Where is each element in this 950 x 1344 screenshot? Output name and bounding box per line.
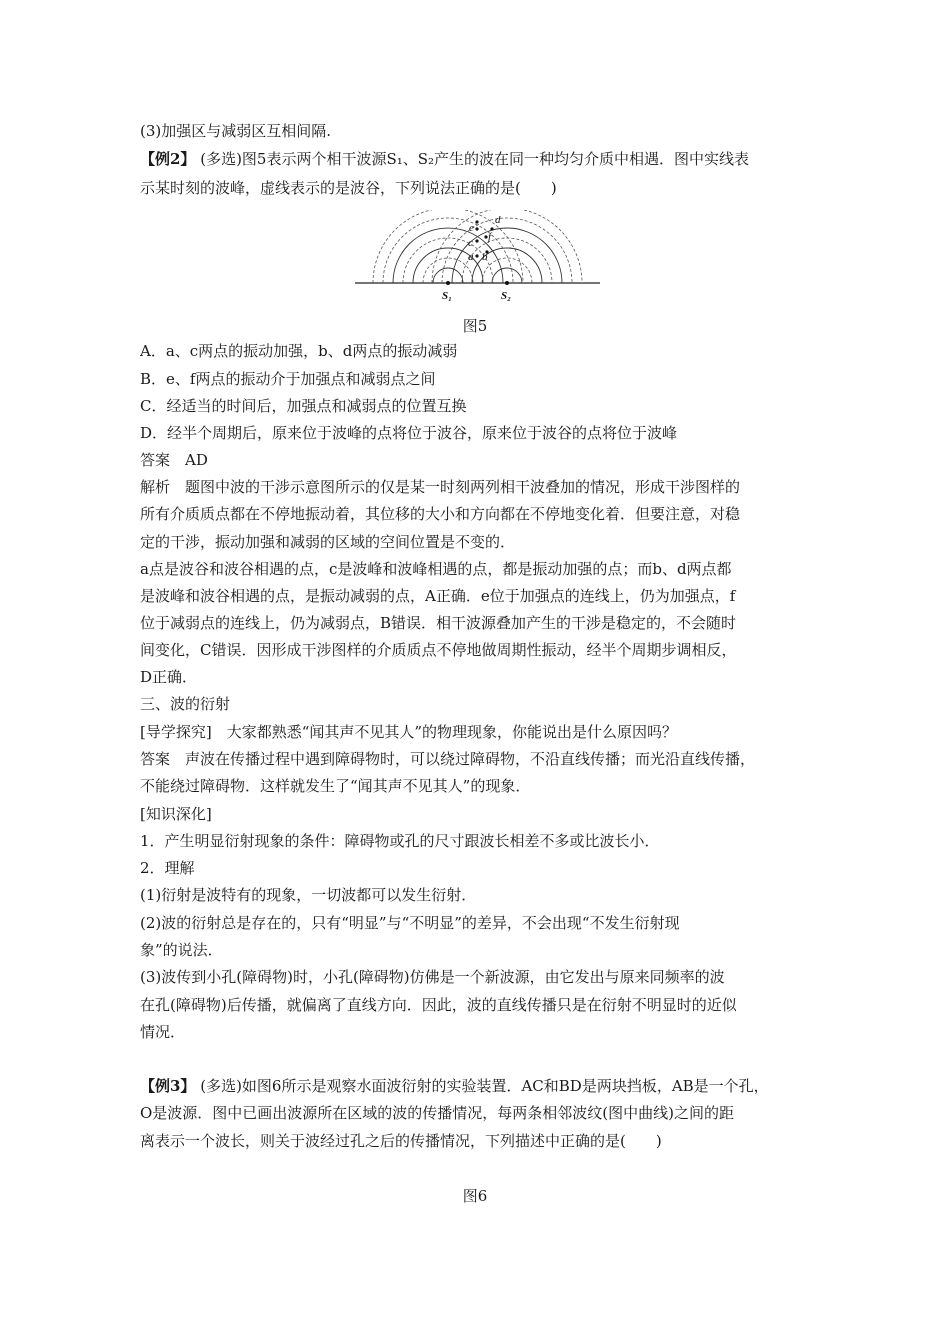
example-label: 【例3】 [140, 1077, 196, 1095]
example-label: 【例2】 [140, 150, 196, 168]
explanation-line: 位于减弱点的连线上，仍为减弱点，B错误．相干波源叠加产生的干涉是稳定的，不会随时 [140, 614, 737, 632]
explanation-line: 解析 题图中波的干涉示意图所示的仅是某一时刻两列相干波叠加的情况，形成干涉图样的 [140, 478, 741, 496]
knowledge-item: (2)波的衍射总是存在的，只有“明显”与“不明显”的差异，不会出现“不发生衍射现 [140, 914, 680, 932]
explanation-line: D正确． [140, 668, 198, 686]
knowledge-item: (3)波传到小孔(障碍物)时，小孔(障碍物)仿佛是一个新波源，由它发出与原来同频率的波 [140, 968, 725, 986]
knowledge-item: 在孔(障碍物)后传播，就偏离了直线方向．因此，波的直线传播只是在衍射不明显时的近似 [140, 996, 737, 1014]
explanation-line: 是波峰和波谷相遇的点，是振动减弱的点，A正确．e位于加强点的连线上，仍为加强点，f [140, 587, 736, 605]
guide-answer-line: 答案 声波在传播过程中遇到障碍物时，可以绕过障碍物，不沿直线传播；而光沿直线传播， [140, 750, 756, 768]
option-b: B．e、f两点的振动介于加强点和减弱点之间 [140, 370, 436, 388]
knowledge-item: (1)衍射是波特有的现象，一切波都可以发生衍射． [140, 886, 477, 904]
example-text: (多选)图5表示两个相干波源S₁、S₂产生的波在同一种均匀介质中相遇．图中实线表 [200, 150, 750, 168]
knowledge-item: 1．产生明显衍射现象的条件：障碍物或孔的尺寸跟波长相差不多或比波长小． [140, 832, 660, 850]
point-b-label: b [482, 251, 488, 263]
guide-question: [导学探究] 大家都熟悉“闻其声不见其人”的物理现象，你能说出是什么原因吗？ [140, 723, 678, 741]
explanation-line: 定的干涉，振动加强和减弱的区域的空间位置是不变的． [140, 533, 516, 551]
answer-line: 答案 AD [140, 451, 208, 469]
text-line: 离表示一个波长，则关于波经过孔之后的传播情况，下列描述中正确的是( ) [140, 1132, 662, 1150]
figure-5-interference-diagram [355, 210, 600, 310]
option-d: D．经半个周期后，原来位于波峰的点将位于波谷，原来位于波谷的点将位于波峰 [140, 424, 678, 442]
text-line: O是波源．图中已画出波源所在区域的波的传播情况，每两条相邻波纹(图中曲线)之间的距 [140, 1104, 735, 1122]
point-e-label: e [469, 222, 474, 234]
figure-6-caption: 图6 [462, 1187, 488, 1205]
source-s2-label: S₂ [501, 290, 511, 302]
point-a-label: a [468, 251, 474, 263]
example-2-header [140, 149, 820, 169]
knowledge-item: 象”的说法． [140, 941, 223, 959]
point-c-label: c [468, 237, 473, 249]
example-text: (多选)如图6所示是观察水面波衍射的实验装置．AC和BD是两块挡板，AB是一个孔， [200, 1077, 769, 1095]
text-line: 示某时刻的波峰，虚线表示的是波谷，下列说法正确的是( ) [140, 179, 557, 197]
option-c: C．经适当的时间后，加强点和减弱点的位置互换 [140, 397, 467, 415]
figure-5-caption: 图5 [462, 317, 488, 335]
knowledge-item: 情况． [140, 1023, 186, 1041]
source-s1-label: S₁ [442, 290, 452, 302]
interference-svg [355, 210, 600, 310]
point-d-label: d [495, 214, 501, 226]
explanation-line: 所有介质质点都在不停地振动着，其位移的大小和方向都在不停地变化着．但要注意，对稳 [140, 505, 741, 523]
knowledge-heading: [知识深化] [140, 805, 212, 823]
point-f-label: f [488, 231, 492, 243]
text-line: (3)加强区与减弱区互相间隔. [140, 122, 332, 140]
example-3-header [140, 1076, 820, 1096]
section-heading: 三、波的衍射 [140, 695, 231, 713]
guide-answer-line: 不能绕过障碍物．这样就发生了“闻其声不见其人”的现象． [140, 777, 531, 795]
explanation-line: 间变化，C错误．因形成干涉图样的介质质点不停地做周期性振动，经半个周期步调相反， [140, 641, 737, 659]
knowledge-item: 2．理解 [140, 859, 195, 877]
option-a: A．a、c两点的振动加强，b、d两点的振动减弱 [140, 342, 458, 360]
explanation-line: a点是波谷和波谷相遇的点，c是波峰和波峰相遇的点，都是振动加强的点；而b、d两点都 [140, 560, 732, 578]
